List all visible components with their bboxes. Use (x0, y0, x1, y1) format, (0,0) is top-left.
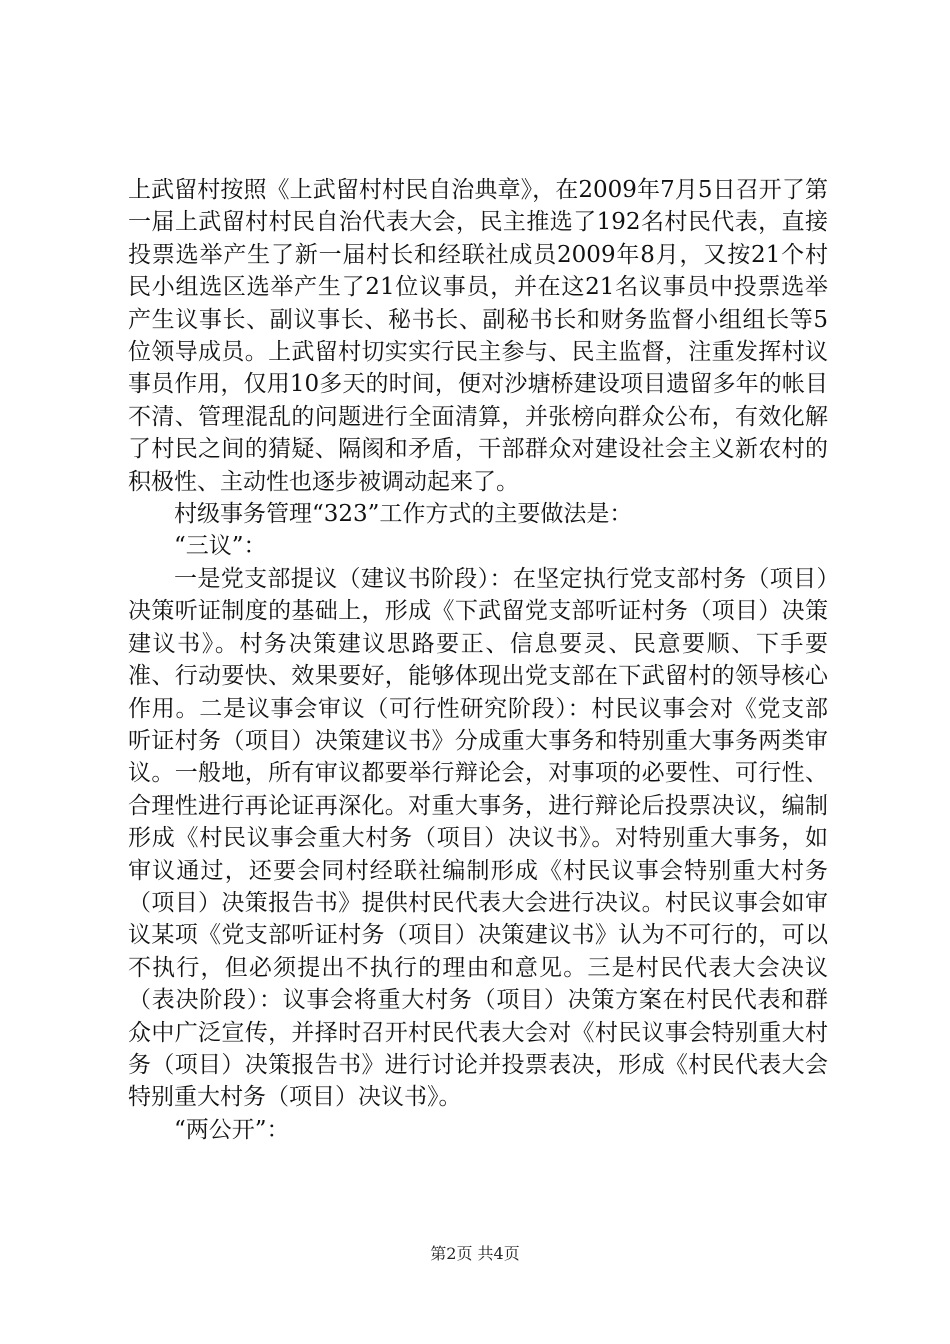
page-footer: 第2页 共4页 (430, 1244, 520, 1263)
paragraph-three-deliberations-detail: 一是党支部提议（建议书阶段）：在坚定执行党支部村务（项目）决策听证制度的基础上，形成《下武留党支部听证村务（项目）决策建议书》。村务决策建议思路要正、信息要灵、民意要顺、下手要准、行动要快、效果要好，能够体现出党支部在下武留村的领导核心作用。二是议事会审议（可行性研究阶段）：村民议事会对《党支部听证村务（项目）决策建议书》分成重大事务和特别重大事务两类审议。一般地，所有审议都要举行辩论会，对事项的必要性、可行性、合理性进行再论证再深化。对重大事务，进行辩论后投票决议，编制形成《村民议事会重大村务（项目）决议书》。对特别重大事务，如审议通过，还要会同村经联社编制形成《村民议事会特别重大村务（项目）决策报告书》提供村民代表大会进行决议。村民议事会如审议某项《党支部听证村务（项目）决策建议书》认为不可行的，可以不执行，但必须提出不执行的理由和意见。三是村民代表大会决议（表决阶段）：议事会将重大村务（项目）决策方案在村民代表和群众中广泛宣传，并择时召开村民代表大会对《村民议事会特别重大村务（项目）决策报告书》进行讨论并投票表决，形成《村民代表大会特别重大村务（项目）决议书》。 (128, 565, 828, 1111)
document-body (128, 174, 828, 1146)
heading-two-disclosures: “两公开”： (174, 1116, 290, 1143)
heading-three-deliberations: “三议”： (174, 533, 267, 560)
paragraph-shangwuliu-election: 上武留村按照《上武留村村民自治典章》，在2009年7月5日召开了第一届上武留村村民自治代表大会，民主推选了192名村民代表，直接投票选举产生了新一届村长和经联社成员2009年8月，又按21个村民小组选区选举产生了21位议事员，并在这21名议事员中投票选举产生议事长、副议事长、秘书长、副秘书长和财务监督小组组长等5位领导成员。上武留村切实实行民主参与、民主监督，注重发挥村议事员作用，仅用10多天的时间，便对沙塘桥建设项目遗留多年的帐目不清、管理混乱的问题进行全面清算，并张榜向群众公布，有效化解了村民之间的猜疑、隔阂和矛盾，干部群众对建设社会主义新农村的积极性、主动性也逐步被调动起来了。 (128, 177, 828, 495)
paragraph-323-method-intro: 村级事务管理“323”工作方式的主要做法是： (174, 501, 633, 528)
